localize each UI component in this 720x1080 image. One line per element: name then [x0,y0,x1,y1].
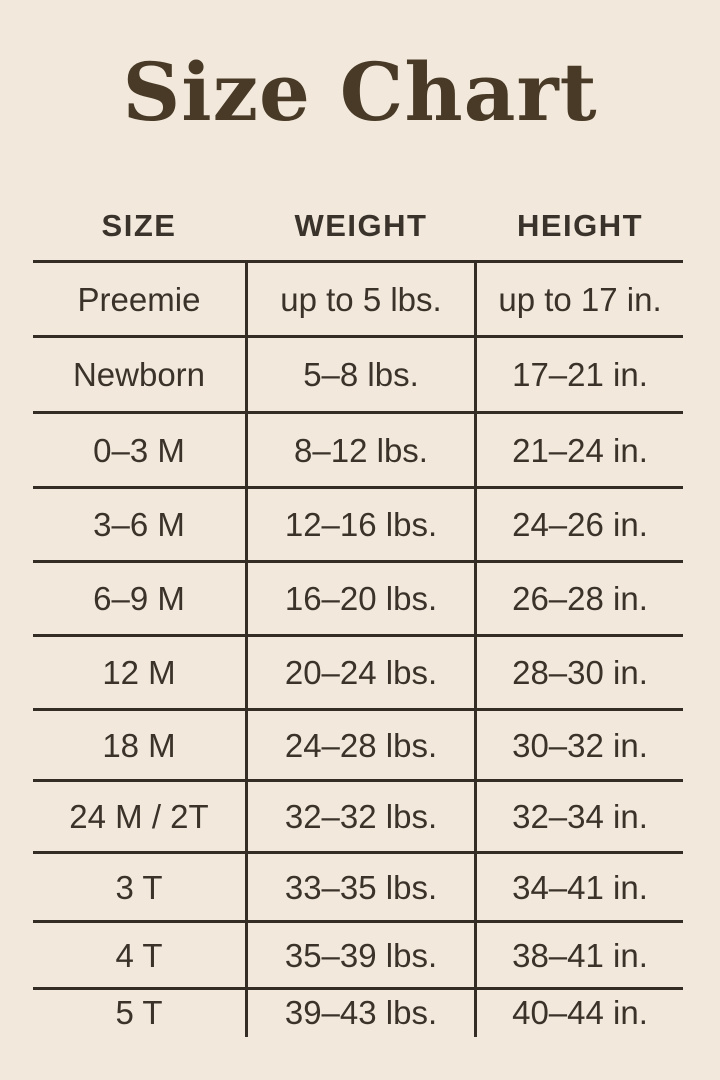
cell-weight: 12–16 lbs. [245,486,477,560]
cell-height: 38–41 in. [477,920,683,987]
cell-height: 30–32 in. [477,708,683,779]
column-header-height: HEIGHT [516,207,644,243]
cell-height: 26–28 in. [477,560,683,634]
cell-size: 5 T [33,987,245,1037]
cell-weight: 24–28 lbs. [245,708,477,779]
size-chart-table [33,190,683,1037]
cell-weight: 16–20 lbs. [245,560,477,634]
cell-size: 24 M / 2T [33,779,245,851]
cell-size: Preemie [33,260,245,335]
cell-size: 3 T [33,851,245,920]
cell-size: 0–3 M [33,411,245,486]
cell-weight: 35–39 lbs. [245,920,477,987]
cell-height: 21–24 in. [477,411,683,486]
cell-height: 40–44 in. [477,987,683,1037]
cell-weight: 20–24 lbs. [245,634,477,708]
cell-size: 3–6 M [33,486,245,560]
column-header-weight: WEIGHT [294,207,428,243]
cell-weight: 8–12 lbs. [245,411,477,486]
cell-size: 18 M [33,708,245,779]
cell-size: Newborn [33,335,245,411]
cell-weight: 5–8 lbs. [245,335,477,411]
cell-weight: 32–32 lbs. [245,779,477,851]
cell-height: 17–21 in. [477,335,683,411]
cell-height: 24–26 in. [477,486,683,560]
cell-size: 12 M [33,634,245,708]
page-title: Size Chart [122,45,598,139]
cell-weight: up to 5 lbs. [245,260,477,335]
cell-size: 6–9 M [33,560,245,634]
cell-height: 32–34 in. [477,779,683,851]
cell-weight: 33–35 lbs. [245,851,477,920]
cell-height: 34–41 in. [477,851,683,920]
column-header-size: SIZE [101,207,177,243]
cell-height: up to 17 in. [477,260,683,335]
cell-height: 28–30 in. [477,634,683,708]
cell-size: 4 T [33,920,245,987]
cell-weight: 39–43 lbs. [245,987,477,1037]
